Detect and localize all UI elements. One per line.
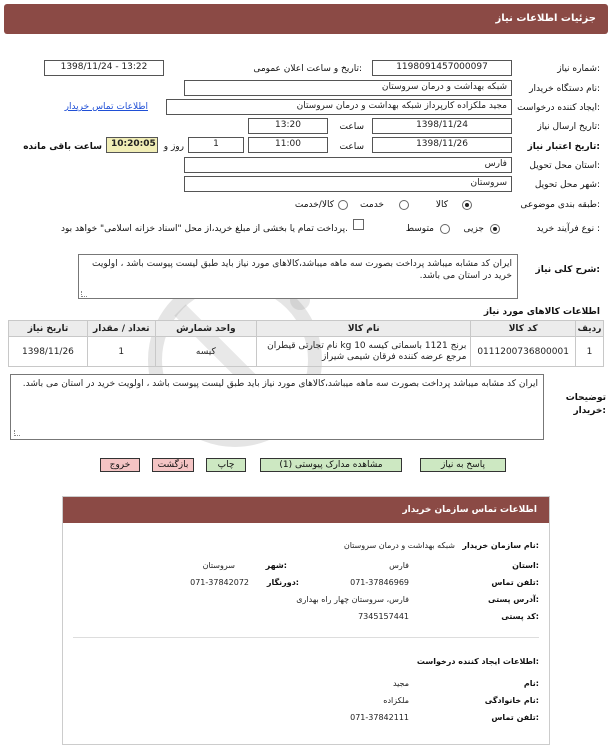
need-time-label: ساعت bbox=[339, 122, 364, 132]
city-label: شهر محل تحویل: bbox=[534, 180, 600, 190]
col-name: نام کالا bbox=[257, 321, 471, 337]
items-header-row bbox=[9, 321, 604, 337]
creator-field[interactable]: مجید ملکزاده کارپرداز شبکه بهداشت و درمان سروستان bbox=[166, 99, 512, 115]
process-medium-label: متوسط bbox=[405, 224, 434, 234]
contact-panel-header bbox=[63, 497, 549, 523]
announce-field[interactable]: 1398/11/24 - 13:22 bbox=[44, 60, 164, 76]
need-date-field[interactable]: 1398/11/24 bbox=[372, 118, 512, 134]
process-partial-label: جزیی bbox=[463, 224, 484, 234]
contact-city-label: شهر: bbox=[265, 561, 287, 570]
announce-label: تاریخ و ساعت اعلان عمومی: bbox=[253, 64, 362, 74]
remaining-time-field[interactable]: 10:20:05 bbox=[106, 137, 158, 153]
creator-phone-value: 071-37842111 bbox=[350, 713, 409, 722]
category-label: طبقه بندی موضوعی: bbox=[520, 200, 600, 210]
city-field[interactable]: سروستان bbox=[184, 176, 512, 192]
creator-last-name-label: نام خانوادگی: bbox=[484, 696, 539, 705]
summary-resize-handle[interactable] bbox=[81, 291, 87, 297]
creator-label: ایجاد کننده درخواست: bbox=[517, 103, 600, 113]
contact-fax-label: دورنگار: bbox=[266, 578, 299, 587]
summary-textarea[interactable] bbox=[78, 254, 518, 299]
print-button[interactable]: چاپ bbox=[206, 458, 246, 472]
items-table bbox=[8, 320, 604, 367]
reply-button[interactable]: پاسخ به نیاز bbox=[420, 458, 506, 472]
contact-phone-label: تلفن تماس: bbox=[491, 578, 539, 587]
cell-date: 1398/11/26 bbox=[9, 337, 88, 367]
need-date-label: تاریخ ارسال نیاز: bbox=[537, 122, 600, 132]
contact-city-value: سروستان bbox=[202, 561, 235, 570]
contact-panel bbox=[62, 496, 550, 745]
contact-panel-title: اطلاعات تماس سازمان خریدار bbox=[402, 505, 537, 515]
contact-fax-value: 071-37842072 bbox=[190, 578, 249, 587]
category-service-radio[interactable] bbox=[399, 200, 409, 210]
cell-name: برنج 1121 باسماتی کیسه 10 kg نام تجارتی قیطران مرجع عرضه کننده فرقان شیمی شیراز bbox=[257, 337, 471, 367]
cell-qty: 1 bbox=[87, 337, 155, 367]
creator-phone-label: تلفن تماس: bbox=[491, 713, 539, 722]
deadline-date-field[interactable]: 1398/11/26 bbox=[372, 137, 512, 153]
contact-org-value: شبکه بهداشت و درمان سروستان bbox=[343, 541, 455, 550]
contact-province-value: فارس bbox=[389, 561, 409, 570]
col-row: ردیف bbox=[575, 321, 603, 337]
attachments-button[interactable]: مشاهده مدارک پیوستی (1) bbox=[260, 458, 402, 472]
process-medium-radio[interactable] bbox=[440, 224, 450, 234]
days-label: روز و bbox=[163, 142, 184, 152]
col-qty: تعداد / مقدار bbox=[87, 321, 155, 337]
category-goods-label: کالا bbox=[435, 200, 448, 210]
buyer-notes-label: توضیحات خریدار: bbox=[565, 393, 606, 416]
table-row bbox=[9, 337, 604, 367]
summary-text: ایران کد مشابه میباشد پرداخت بصورت سه ماهه میباشد،کالاهای مورد نیاز باید طبق لیست پیوست باشد ، اولویت خرید در استان می باشد. bbox=[92, 259, 512, 281]
province-field[interactable]: فارس bbox=[184, 157, 512, 173]
need-number-field[interactable]: 1198091457000097 bbox=[372, 60, 512, 76]
cell-code: 0111200736800001 bbox=[471, 337, 575, 367]
buyer-notes-textarea[interactable] bbox=[10, 374, 544, 440]
contact-address-value: فارس، سروستان چهار راه بهداری bbox=[296, 595, 409, 604]
contact-postal-value: 7345157441 bbox=[358, 612, 409, 621]
deadline-time-label: ساعت bbox=[339, 142, 364, 152]
category-goods-service-label: کالا/خدمت bbox=[294, 200, 334, 210]
process-label: نوع فرآیند خرید : bbox=[536, 224, 600, 234]
remaining-label: ساعت باقی مانده bbox=[23, 142, 102, 152]
contact-divider bbox=[73, 637, 539, 638]
treasury-payment-checkbox[interactable] bbox=[353, 219, 364, 230]
creator-last-name-value: ملکزاده bbox=[383, 696, 409, 705]
need-time-field[interactable]: 13:20 bbox=[248, 118, 328, 134]
exit-button[interactable]: خروج bbox=[100, 458, 140, 472]
contact-address-label: آدرس پستی: bbox=[488, 595, 539, 604]
cell-unit: کیسه bbox=[155, 337, 257, 367]
category-service-label: خدمت bbox=[360, 200, 384, 210]
col-unit: واحد شمارش bbox=[155, 321, 257, 337]
contact-org-label: نام سازمان خریدار: bbox=[462, 541, 539, 550]
contact-phone-value: 071-37846969 bbox=[350, 578, 409, 587]
page-title: جزئیات اطلاعات نیاز bbox=[495, 13, 596, 24]
items-section-title: اطلاعات کالاهای مورد نیاز bbox=[483, 307, 600, 317]
back-button[interactable]: بازگشت bbox=[152, 458, 194, 472]
deadline-time-field[interactable]: 11:00 bbox=[248, 137, 328, 153]
buyer-org-field[interactable]: شبکه بهداشت و درمان سروستان bbox=[184, 80, 512, 96]
deadline-label: تاریخ اعتبار نیاز: bbox=[527, 142, 600, 152]
col-code: کد کالا bbox=[471, 321, 575, 337]
summary-label: شرح کلی نیاز: bbox=[535, 265, 600, 275]
buyer-contact-link[interactable]: اطلاعات تماس خریدار bbox=[64, 102, 148, 112]
category-goods-radio[interactable] bbox=[462, 200, 472, 210]
creator-info-title: اطلاعات ایجاد کننده درخواست: bbox=[416, 657, 539, 666]
buyer-notes-resize-handle[interactable] bbox=[14, 430, 20, 436]
category-goods-service-radio[interactable] bbox=[338, 200, 348, 210]
buyer-org-label: نام دستگاه خریدار: bbox=[529, 84, 600, 94]
process-partial-radio[interactable] bbox=[490, 224, 500, 234]
creator-first-name-label: نام: bbox=[523, 679, 539, 688]
cell-row: 1 bbox=[575, 337, 603, 367]
creator-first-name-value: مجید bbox=[392, 679, 409, 688]
treasury-payment-note: پرداخت تمام یا بخشی از مبلغ خرید،از محل "اسناد خزانه اسلامی" خواهد بود. bbox=[60, 224, 348, 234]
col-date: تاریخ نیاز bbox=[9, 321, 88, 337]
days-remaining-field[interactable]: 1 bbox=[188, 137, 244, 153]
contact-postal-label: کد پستی: bbox=[501, 612, 539, 621]
province-label: استان محل تحویل: bbox=[529, 161, 600, 171]
buyer-notes-text: ایران کد مشابه میباشد پرداخت بصورت سه ماهه میباشد،کالاهای مورد نیاز باید طبق لیست پیوست باشد ، اولویت خرید در استان می باشد. bbox=[22, 379, 538, 389]
page-header bbox=[4, 4, 608, 34]
contact-province-label: استان: bbox=[512, 561, 539, 570]
need-number-label: شماره نیاز: bbox=[557, 64, 600, 74]
